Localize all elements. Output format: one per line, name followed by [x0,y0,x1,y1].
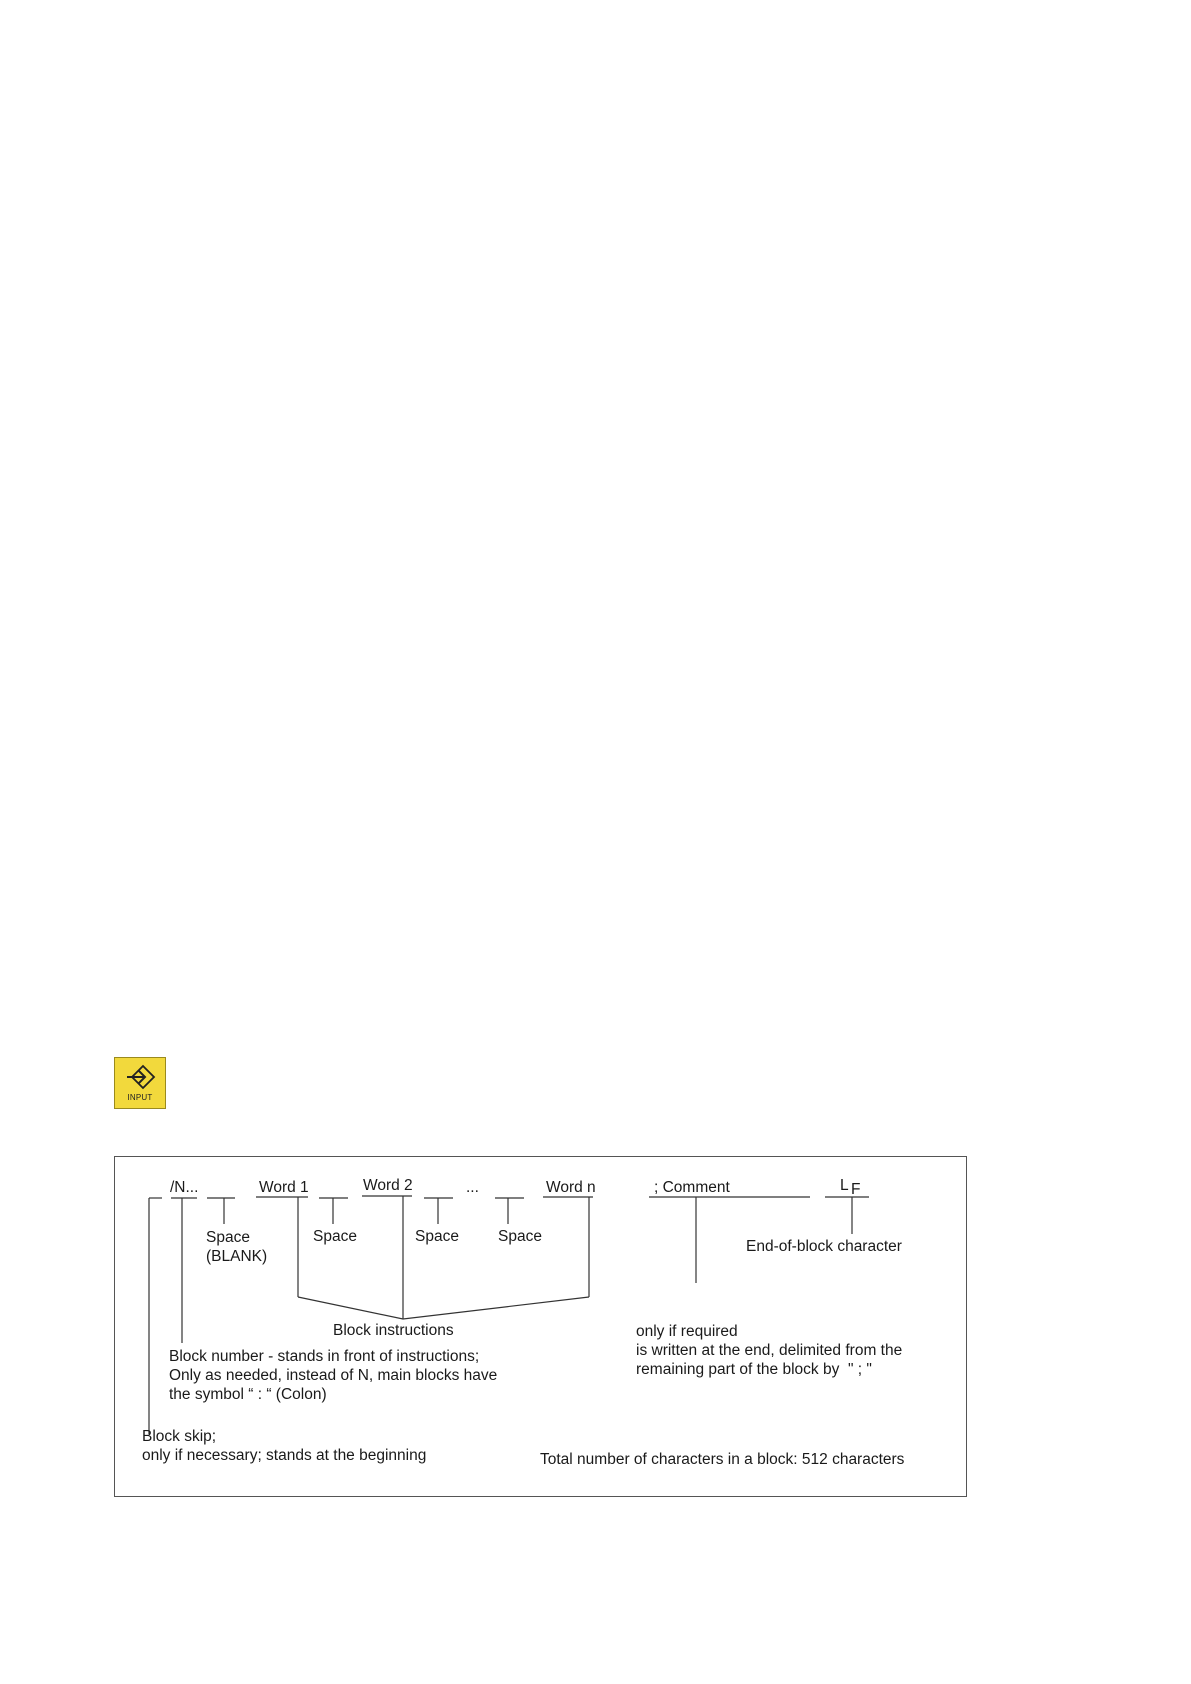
block-structure-diagram [114,1156,967,1497]
word-n-token: Word n [546,1179,596,1196]
block-skip-note-line-1: Block skip; [142,1428,217,1445]
enter-arrow-diamond-icon [125,1064,157,1090]
lf-token-l: L [840,1177,849,1194]
block-number-note-line-3: the symbol “ : “ (Colon) [169,1386,327,1403]
space-blank-label: Space [206,1229,250,1246]
ellipsis-token: ... [466,1179,479,1196]
comment-token: ; Comment [654,1179,730,1196]
comment-note-line-1: only if required [636,1323,738,1340]
comment-note-line-3: remaining part of the block by " ; " [636,1361,872,1378]
space-label-3: Space [498,1228,542,1245]
total-characters-note: Total number of characters in a block: 512 characters [540,1451,905,1468]
space-label-2: Space [415,1228,459,1245]
lf-token-f: F [851,1181,861,1198]
space-blank-sublabel: (BLANK) [206,1248,268,1265]
word1-token: Word 1 [259,1179,309,1196]
block-instructions-label: Block instructions [333,1322,454,1339]
block-skip-note-line-2: only if necessary; stands at the beginning [142,1447,427,1464]
input-key-label: INPUT [127,1093,153,1102]
comment-note-line-2: is written at the end, delimited from the [636,1342,903,1359]
block-number-note-line-2: Only as needed, instead of N, main blocks have [169,1367,498,1384]
input-key-button[interactable] [114,1057,166,1109]
space-label-1: Space [313,1228,357,1245]
word2-token: Word 2 [363,1177,413,1194]
block-number-note-line-1: Block number - stands in front of instructions; [169,1348,480,1365]
block-number-token: /N... [170,1179,199,1196]
end-of-block-label: End-of-block character [746,1238,902,1255]
